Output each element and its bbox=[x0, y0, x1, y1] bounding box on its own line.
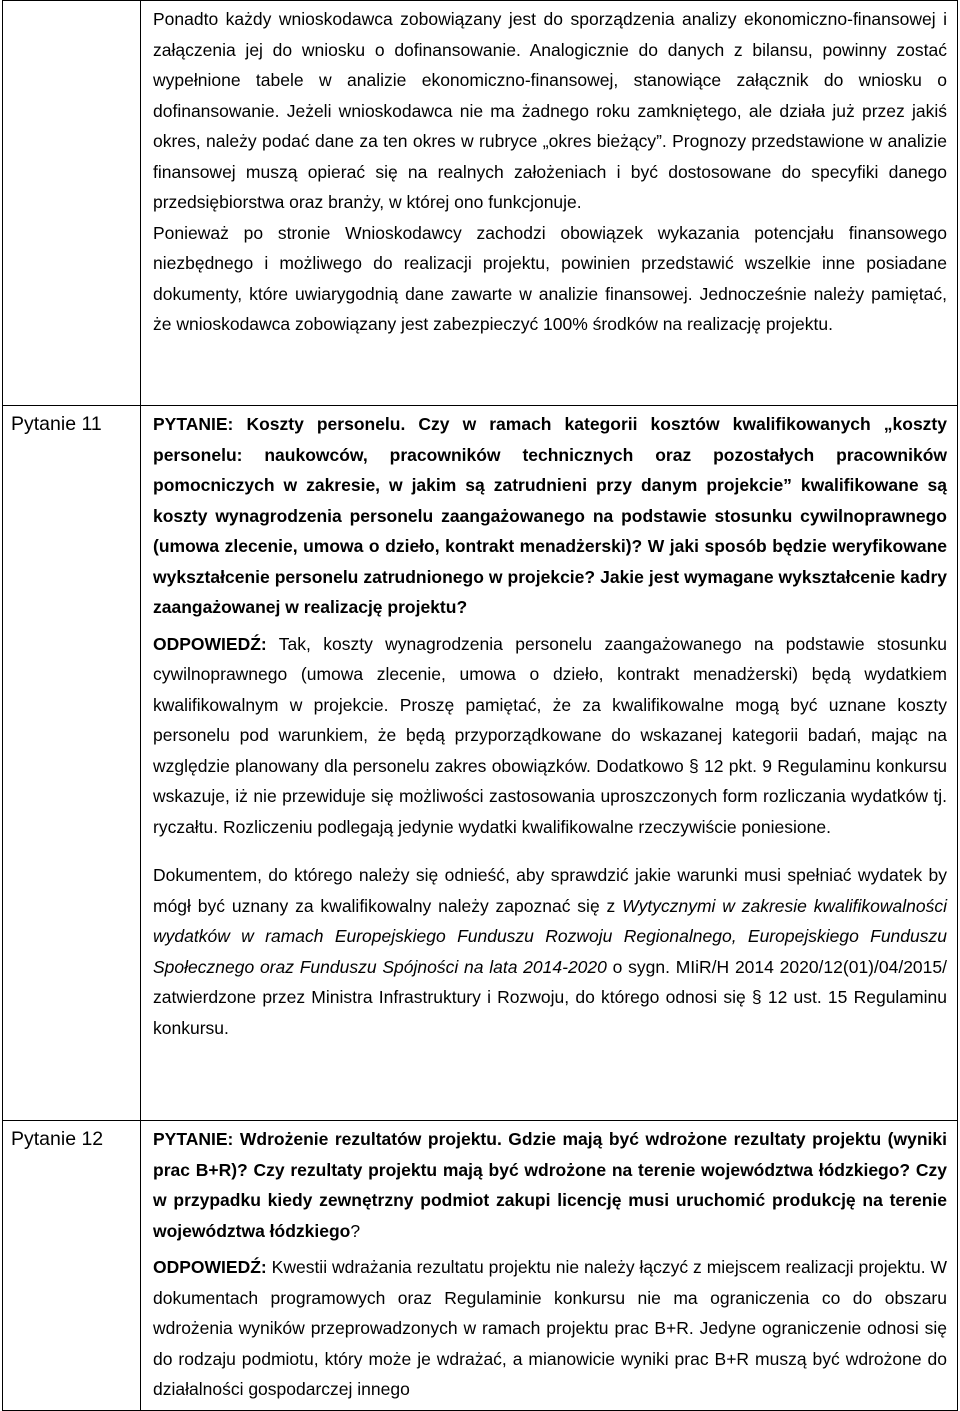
intro-paragraph-1: Ponadto każdy wnioskodawca zobowiązany jest do sporządzenia analizy ekonomiczno-finansowej i załączenia jej do wniosku o dofinansowanie. Analogicznie do danych z bilansu, powinny zostać wypełnione tabele w analizie ekonomiczno-finansowej, stanowiące załącznik do wniosku o dofinansowanie. Jeżeli wnioskodawca nie ma żadnego roku zamkniętego, ale działa już przez jakiś okres, należy podać dane za ten okres w rubryce „okres bieżący”. Prognozy przedstawione w analizie finansowej muszą opierać się na realnych założeniach i być dostosowane do specyfiki danego przedsiębiorstwa oraz branży, w której ono funkcjonuje. bbox=[153, 9, 947, 212]
answer-11-text bbox=[153, 629, 947, 843]
content-cell-q11 bbox=[141, 406, 958, 1121]
question-11-label: Pytanie 11 bbox=[11, 413, 102, 435]
reference-text-b: o sygn. MIiR/H 2014 2020/12(01)/04/2015/ zatwierdzone przez Ministra Infrastruktury i Rozwoju, do którego odnosi się § 12 ust. 15 Regulaminu konkursu. bbox=[153, 956, 947, 1038]
question-prefix: PYTANIE: bbox=[153, 414, 247, 434]
intro-paragraph-2: Ponieważ po stronie Wnioskodawcy zachodzi obowiązek wykazania potencjału finansowego niezbędnego i możliwego do realizacji projektu, powinien przedstawić wszelkie inne posiadane dokumenty, które uwiarygodnią dane zawarte w analizie finansowej. Jednocześnie należy pamiętać, że wnioskodawca zobowiązany jest zabezpieczyć 100% środków na realizację projektu. bbox=[153, 222, 947, 334]
reference-title: Wytycznymi w zakresie kwalifikowalności wydatków w ramach Europejskiego Funduszu Rozwoju Regionalnego, Europejskiego Funduszu Społecznego oraz Funduszu Spójności na lata 2014-2020 bbox=[153, 895, 947, 977]
question-11-text bbox=[153, 409, 947, 623]
question-prefix: PYTANIE: bbox=[153, 1129, 240, 1149]
table-row bbox=[3, 406, 958, 1121]
answer-prefix: ODPOWIEDŹ: bbox=[153, 1257, 267, 1277]
question-body: Czy w ramach kategorii kosztów kwalifikowanych „koszty personelu: naukowców, pracowników technicznych oraz pozostałych pracowników pomocniczych w zakresie, w jakim są zatrudnieni przy danym projekcie” kwalifikowane są koszty wynagrodzenia personelu zaangażowanego na podstawie stosunku cywilnoprawnego (umowa zlecenie, umowa o dzieło, kontrakt menadżerski)? W jaki sposób będzie weryfikowane wykształcenie personelu zatrudnionego w projekcie? Jakie jest wymagane wykształcenie kadry zaangażowanej w realizację projektu? bbox=[153, 414, 947, 617]
answer-body: Kwestii wdrażania rezultatu projektu nie należy łączyć z miejscem realizacji projektu. W dokumentach programowych oraz Regulaminie konkursu nie ma ograniczenia co do obszaru wdrożenia wyników przeprowadzonych w ramach projektu prac B+R. Jedyne ograniczenie odnosi się do rodzaju podmiotu, który może je wdrażać, a mianowicie wyniki prac B+R muszą być wdrożone do działalności gospodarczej innego bbox=[153, 1257, 947, 1399]
question-body: Wdrożenie rezultatów projektu. Gdzie mają być wdrożone rezultaty projektu (wyniki prac B+R)? Czy rezultaty projektu mają być wdrożone na terenie województwa łódzkiego? Czy w przypadku kiedy zewnętrzny podmiot zakupi licencję musi uruchomić produkcję na terenie województwa łódzkiego bbox=[153, 1129, 947, 1241]
answer-body: Tak, koszty wynagrodzenia personelu zaangażowanego na podstawie stosunku cywilnoprawnego (umowa zlecenie, umowa o dzieło, kontrakt menadżerski) będą wydatkiem kwalifikowalnym w projekcie. Proszę pamiętać, że za kwalifikowalne mogą być uznane koszty personelu pod warunkiem, że będą przyporządkowane do wskazanej kategorii badań, mając na względzie planowany dla personelu zakres obowiązków. Dodatkowo § 12 pkt. 9 Regulaminu konkursu wskazuje, iż nie przewiduje się możliwości zastosowania uproszczonych form rozliczania wydatków tj. ryczałtu. Rozliczeniu podlegają jedynie wydatki kwalifikowalne rzeczywiście poniesione. bbox=[153, 633, 947, 837]
intro-cell bbox=[141, 1, 958, 406]
content-cell-q12 bbox=[141, 1121, 958, 1411]
answer-prefix: ODPOWIEDŹ: bbox=[153, 633, 267, 654]
faq-table bbox=[2, 0, 958, 1411]
label-cell-empty bbox=[3, 1, 141, 406]
answer-11-reference bbox=[153, 860, 947, 1043]
answer-12-text bbox=[153, 1252, 947, 1405]
question-12-text bbox=[153, 1124, 947, 1246]
table-row bbox=[3, 1121, 958, 1411]
table-row bbox=[3, 1, 958, 406]
question-12-label: Pytanie 12 bbox=[11, 1128, 104, 1150]
reference-text-a: Dokumentem, do którego należy się odnieść, aby sprawdzić jakie warunki musi spełniać wydatek by mógł być uznany za kwalifikowalny należy zapoznać się z bbox=[153, 865, 947, 916]
question-topic: Koszty personelu. bbox=[246, 414, 406, 434]
label-cell-q12 bbox=[3, 1121, 141, 1411]
question-end: ? bbox=[350, 1220, 361, 1241]
label-cell-q11 bbox=[3, 406, 141, 1121]
